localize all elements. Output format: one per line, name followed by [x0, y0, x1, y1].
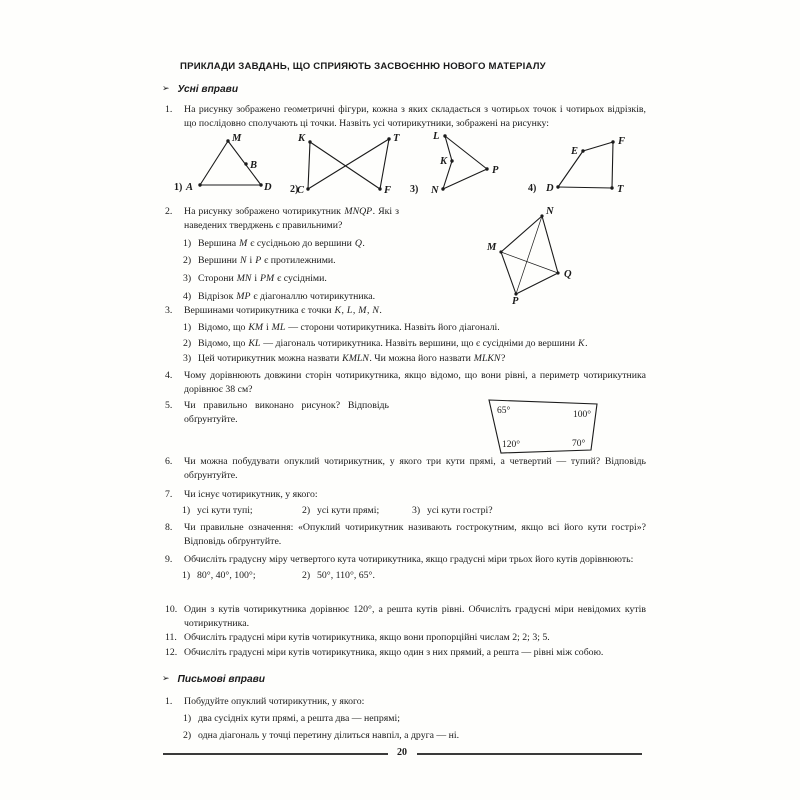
option-3: [412, 504, 493, 518]
exercise-number: 5.: [165, 400, 173, 411]
footer-rule-right: [417, 753, 642, 755]
exercise-7: [165, 488, 646, 519]
option-text: усі кути прямі;: [317, 504, 380, 516]
sub-item: [183, 729, 646, 743]
sub-item: [183, 254, 399, 268]
arrow-icon: ➢: [162, 84, 170, 94]
exercise-8: [165, 521, 646, 549]
point-label-l: L: [433, 131, 440, 142]
oral-section-header: [162, 84, 238, 95]
figure-quadrilateral-1: [170, 128, 290, 202]
sub-item-marker: 1): [183, 237, 192, 249]
sub-item: [183, 712, 646, 726]
point-label-f: F: [618, 136, 626, 147]
sub-item-text: одна діагональ у точці перетину ділиться навпіл, а друга — ні.: [198, 729, 460, 741]
figure-quadrilateral-2: [285, 128, 410, 202]
figure-marker: 1): [174, 182, 183, 193]
option-marker: 2): [302, 569, 311, 581]
footer-rule-left: [163, 753, 388, 755]
point-label-d: D: [264, 182, 272, 193]
sub-item: [183, 272, 399, 286]
page-number: 20: [397, 747, 407, 758]
sub-item-text: два сусідніх кути прямі, а решта два — непрямі;: [198, 712, 400, 724]
point-label-t: T: [617, 184, 624, 195]
sub-item-text: Відрізок MP є діагоналлю чотирикутника.: [198, 290, 376, 302]
point-label-t: T: [393, 133, 400, 144]
sub-item: [183, 237, 399, 251]
option-marker: 3): [412, 504, 421, 516]
options-row: [165, 569, 646, 584]
exercise-text: Обчисліть градусні міри кутів чотирикутника, якщо вони пропорційні числам 2; 2; 3; 5.: [184, 632, 550, 643]
exercise-text: Чи правильне означення: «Опуклий чотирикутник називають гострокутним, якщо всі його кути гострі»? Відповідь обґрунтуйте.: [184, 522, 646, 547]
angle-label-bottom-left: 120°: [502, 440, 521, 450]
point-label-p: P: [512, 296, 519, 307]
exercise-number: 6.: [165, 456, 173, 467]
figure-marker: 4): [528, 183, 537, 194]
exercise-text: Чи правильно виконано рисунок? Відповідь обґрунтуйте.: [184, 400, 389, 425]
options-row: [165, 504, 646, 519]
option-2: [302, 569, 375, 583]
sub-item-text: Вершини N і P є протилежними.: [198, 255, 336, 267]
figure-quadrilateral-3: [400, 128, 510, 202]
sub-item-marker: 4): [183, 290, 192, 302]
page-title: ПРИКЛАДИ ЗАВДАНЬ, ЩО СПРИЯЮТЬ ЗАСВОЄННЮ НОВОГО МАТЕРІАЛУ: [180, 61, 546, 72]
figure-marker: 3): [410, 184, 419, 195]
point-label-f: F: [384, 185, 392, 196]
sub-item: [183, 352, 646, 366]
exercise-text: Побудуйте опуклий чотирикутник, у якого:: [184, 696, 365, 707]
option-marker: 1): [182, 504, 191, 516]
sub-item-text: Вершина M є сусідньою до вершини Q.: [198, 237, 365, 249]
point-label-n: N: [546, 206, 554, 217]
point-label-e: E: [571, 146, 579, 157]
exercise-text: Чи можна побудувати опуклий чотирикутник, у якого три кути прямі, а четвертий — тупий? Відповідь обґрунтуйте.: [184, 456, 646, 481]
point-label-b: B: [250, 160, 258, 171]
figure-marker: 2): [290, 184, 299, 195]
sub-item-marker: 2): [183, 337, 192, 349]
point-label-d: D: [546, 183, 554, 194]
option-1: [182, 569, 256, 583]
exercise-number: 9.: [165, 554, 173, 565]
figure-angles: [478, 392, 606, 460]
sub-item-text: Відомо, що KL — діагональ чотирикутника. Назвіть вершини, що є сусідніми до вершини K.: [198, 337, 588, 349]
written-exercise-1: [165, 695, 646, 742]
sub-item-marker: 3): [183, 353, 192, 365]
exercise-9: [165, 553, 646, 584]
exercise-2: [165, 205, 399, 304]
point-label-k: K: [440, 156, 448, 167]
point-label-n: N: [431, 185, 439, 196]
point-label-p: P: [492, 165, 499, 176]
angle-label-bottom-right: 70°: [572, 439, 586, 449]
angle-label-top-left: 65°: [497, 406, 511, 416]
exercise-number: 2.: [165, 206, 173, 217]
exercise-text: Один з кутів чотирикутника дорівнює 120°, а решта кутів рівні. Обчисліть градусні міри невідомих кутів чотирикутника.: [184, 604, 646, 629]
point-label-m: M: [232, 133, 242, 144]
point-label-k: K: [298, 133, 306, 144]
sub-item: [183, 290, 399, 304]
sub-item: [183, 321, 646, 335]
exercise-text: На рисунку зображено чотирикутник MNQP. Які з наведених тверджень є правильними?: [184, 206, 399, 231]
arrow-icon: ➢: [162, 674, 170, 684]
exercise-5: [165, 399, 389, 427]
exercise-number: 1.: [165, 696, 173, 707]
sub-item-text: Цей чотирикутник можна назвати KMLN. Чи можна його назвати MLKN?: [198, 353, 506, 365]
exercise-text: Обчисліть градусні міри кутів чотирикутника, якщо один з них прямий, а решта — рівні між собою.: [184, 647, 604, 658]
exercise-text: Обчисліть градусну міру четвертого кута чотирикутника, якщо градусні міри трьох його кутів дорівнюють:: [184, 554, 634, 565]
exercise-number: 12.: [165, 647, 178, 658]
option-marker: 1): [182, 569, 191, 581]
option-text: усі кути гострі?: [427, 504, 493, 516]
exercise-number: 10.: [165, 604, 178, 615]
exercise-number: 4.: [165, 370, 173, 381]
exercise-number: 7.: [165, 489, 173, 500]
sub-item-text: Відомо, що KM і ML — сторони чотирикутника. Назвіть його діагоналі.: [198, 321, 500, 333]
point-label-q: Q: [564, 269, 572, 280]
point-label-m: M: [487, 242, 497, 253]
exercise-6: [165, 455, 646, 483]
option-2: [302, 504, 379, 518]
exercise-text: Чи існує чотирикутник, у якого:: [184, 489, 318, 500]
exercise-text: Вершинами чотирикутника є точки K, L, M, N.: [184, 305, 382, 316]
option-text: усі кути тупі;: [197, 504, 253, 516]
angle-label-top-right: 100°: [573, 410, 592, 420]
sub-item-marker: 2): [183, 255, 192, 267]
exercise-1: [165, 103, 646, 131]
exercise-number: 11.: [165, 632, 177, 643]
option-text: 80°, 40°, 100°;: [197, 569, 256, 581]
sub-item-text: Сторони MN і PM є сусідніми.: [198, 273, 327, 285]
sub-item-marker: 1): [183, 712, 192, 724]
sub-item-marker: 3): [183, 273, 192, 285]
written-section-title: Письмові вправи: [177, 674, 266, 685]
figure-mnqp: [478, 203, 590, 305]
exercise-11: [165, 631, 646, 645]
exercise-10: [165, 603, 646, 631]
sub-item-marker: 1): [183, 321, 192, 333]
option-marker: 2): [302, 504, 311, 516]
sub-item: [183, 337, 646, 351]
sub-item-marker: 2): [183, 729, 192, 741]
exercise-12: [165, 646, 646, 660]
option-text: 50°, 110°, 65°.: [317, 569, 375, 581]
option-1: [182, 504, 253, 518]
exercise-3: [165, 304, 646, 366]
point-label-a: A: [186, 182, 194, 193]
exercise-text: Чому дорівнюють довжини сторін чотирикутника, якщо відомо, що вони рівні, а периметр чотирикутника дорівнює 38 см?: [184, 370, 646, 395]
exercise-number: 3.: [165, 305, 173, 316]
oral-section-title: Усні вправи: [177, 84, 239, 95]
written-section-header: [162, 674, 265, 685]
exercise-text: На рисунку зображено геометричні фігури, кожна з яких складається з чотирьох точок і чотирьох відрізків, що послідовно сполучають ці точки. Назвіть усі чотирикутники, зображені на рисунку:: [184, 104, 646, 129]
point-label-c: C: [297, 185, 305, 196]
figure-quadrilateral-4: [525, 128, 640, 202]
exercise-number: 1.: [165, 104, 173, 115]
exercise-number: 8.: [165, 522, 173, 533]
